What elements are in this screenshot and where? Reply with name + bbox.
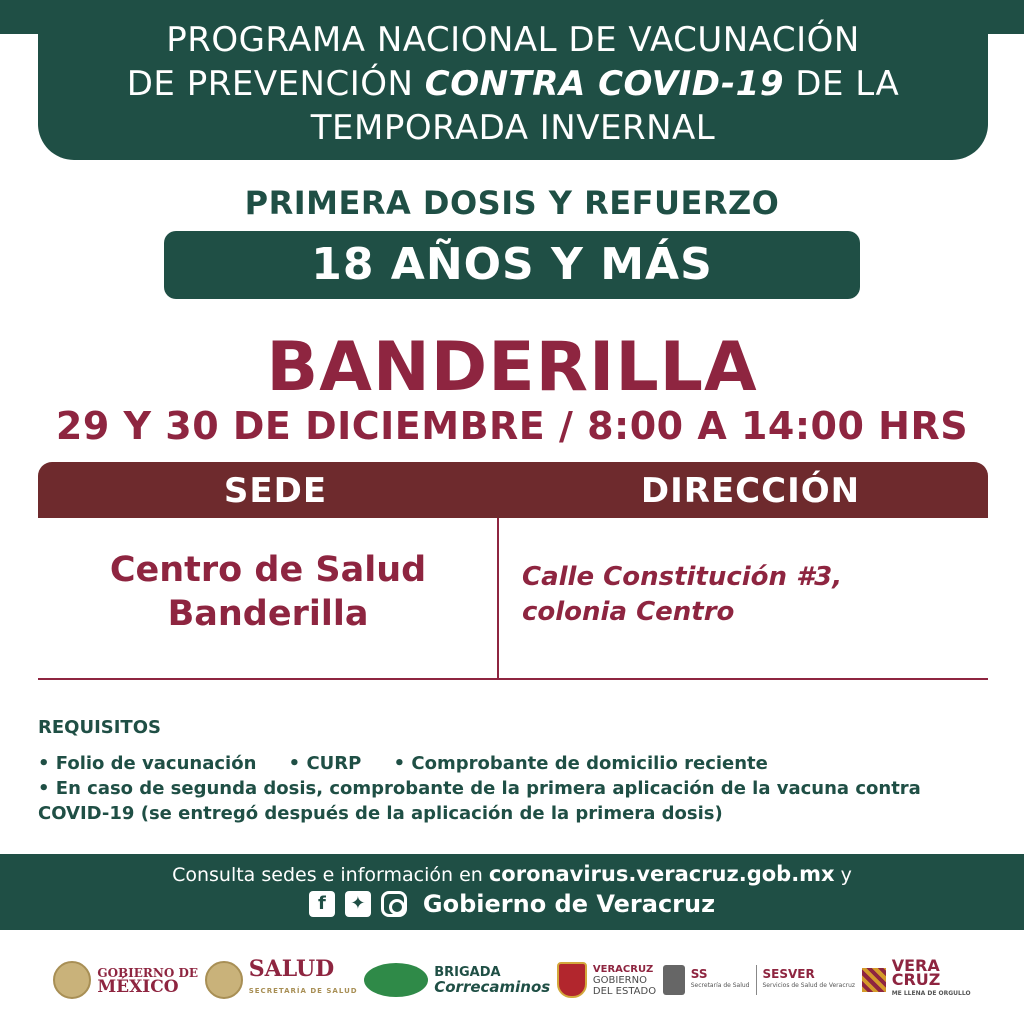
logo-veracruz-orgullo [862, 956, 971, 1001]
brigada-line-2: Correcaminos [434, 977, 551, 996]
logo-salud [205, 958, 358, 1002]
direccion-line-1: Calle Constitución #3, [522, 562, 843, 592]
veracruz-line-2: GOBIERNO [592, 974, 647, 986]
req-domicilio: • Comprobante de domicilio reciente [393, 753, 768, 774]
consult-text: Consulta sedes e información en [172, 864, 489, 886]
logo-separator [756, 965, 757, 995]
logo-veracruz-gobierno [557, 962, 656, 998]
consult-and: y [834, 864, 852, 886]
sesver-word: SESVER [762, 967, 815, 981]
veracruz-line-1: VERACRUZ [592, 963, 654, 975]
column-sede: SEDE [223, 471, 328, 511]
sede-cell [38, 548, 498, 636]
footer-bar [0, 854, 1024, 930]
gob-mexico-line-2: MÉXICO [97, 977, 179, 997]
brigada-line-1: BRIGADA [434, 964, 501, 980]
ss-subtitle: Secretaría de Salud [690, 982, 750, 989]
table-header [38, 462, 988, 518]
column-direccion: DIRECCIÓN [640, 471, 861, 511]
requirements-row-1 [38, 751, 988, 776]
salud-word: SALUD [248, 956, 335, 982]
twitter-icon[interactable]: ✦ [345, 891, 371, 917]
facebook-icon[interactable]: f [309, 891, 335, 917]
title-line-2-end: DE LA [784, 64, 900, 104]
salud-subtitle: SECRETARÍA DE SALUD [248, 987, 358, 995]
title-covid-emphasis: CONTRA COVID-19 [424, 64, 784, 104]
requirements-list [38, 751, 988, 826]
requirements-title: REQUISITOS [38, 717, 161, 738]
city-name: BANDERILLA [266, 328, 758, 407]
req-folio: • Folio de vacunación [38, 753, 257, 774]
vc-line-2: CRUZ [891, 970, 941, 989]
req-second-dose-cont: COVID-19 (se entregó después de la aplicación de la primera dosis) [38, 803, 723, 824]
sesver-subtitle: Servicios de Salud de Veracruz [762, 982, 856, 989]
mexico-seal-icon [53, 961, 91, 999]
direccion-line-2: colonia Centro [522, 597, 735, 627]
sede-line-2: Banderilla [167, 594, 369, 634]
table-bottom-rule [38, 678, 988, 680]
veracruz-pattern-icon [862, 968, 886, 992]
roadrunner-icon [364, 963, 428, 997]
footer-social [0, 890, 1024, 918]
req-curp: • CURP [288, 753, 362, 774]
ss-building-icon [663, 965, 685, 995]
dose-subtitle: PRIMERA DOSIS Y REFUERZO [244, 184, 780, 222]
vc-slogan: ME LLENA DE ORGULLO [891, 990, 971, 997]
direccion-cell [522, 560, 972, 630]
logo-ss-sesver [663, 965, 855, 995]
sede-line-1: Centro de Salud [109, 550, 427, 590]
gob-mexico-line-1: GOBIERNO DE [97, 966, 199, 980]
program-title [38, 18, 988, 150]
veracruz-shield-icon [557, 962, 587, 998]
sponsor-logos [0, 950, 1024, 1010]
ss-word: SS [690, 967, 708, 981]
header-banner [38, 0, 988, 160]
instagram-icon[interactable] [381, 891, 407, 917]
gobierno-veracruz-handle[interactable]: Gobierno de Veracruz [422, 890, 716, 918]
logo-gobierno-mexico [53, 961, 198, 999]
title-line-2 [38, 62, 988, 106]
title-line-2-start: DE PREVENCIÓN [126, 64, 425, 104]
req-second-dose: • En caso de segunda dosis, comprobante de la primera aplicación de la vacuna contra [38, 778, 921, 799]
veracruz-line-3: DEL ESTADO [592, 985, 657, 997]
age-badge: 18 AÑOS Y MÁS [164, 231, 860, 299]
footer-consult [0, 862, 1024, 886]
dates-hours: 29 Y 30 DE DICIEMBRE / 8:00 A 14:00 HRS [55, 404, 969, 448]
title-line-3: TEMPORADA INVERNAL [310, 108, 716, 148]
logo-brigada-correcaminos [364, 963, 550, 997]
vc-line-1: VERA [891, 956, 940, 975]
website-link[interactable]: coronavirus.veracruz.gob.mx [488, 862, 835, 886]
salud-seal-icon [205, 961, 243, 999]
title-line-1: PROGRAMA NACIONAL DE VACUNACIÓN [166, 20, 860, 60]
